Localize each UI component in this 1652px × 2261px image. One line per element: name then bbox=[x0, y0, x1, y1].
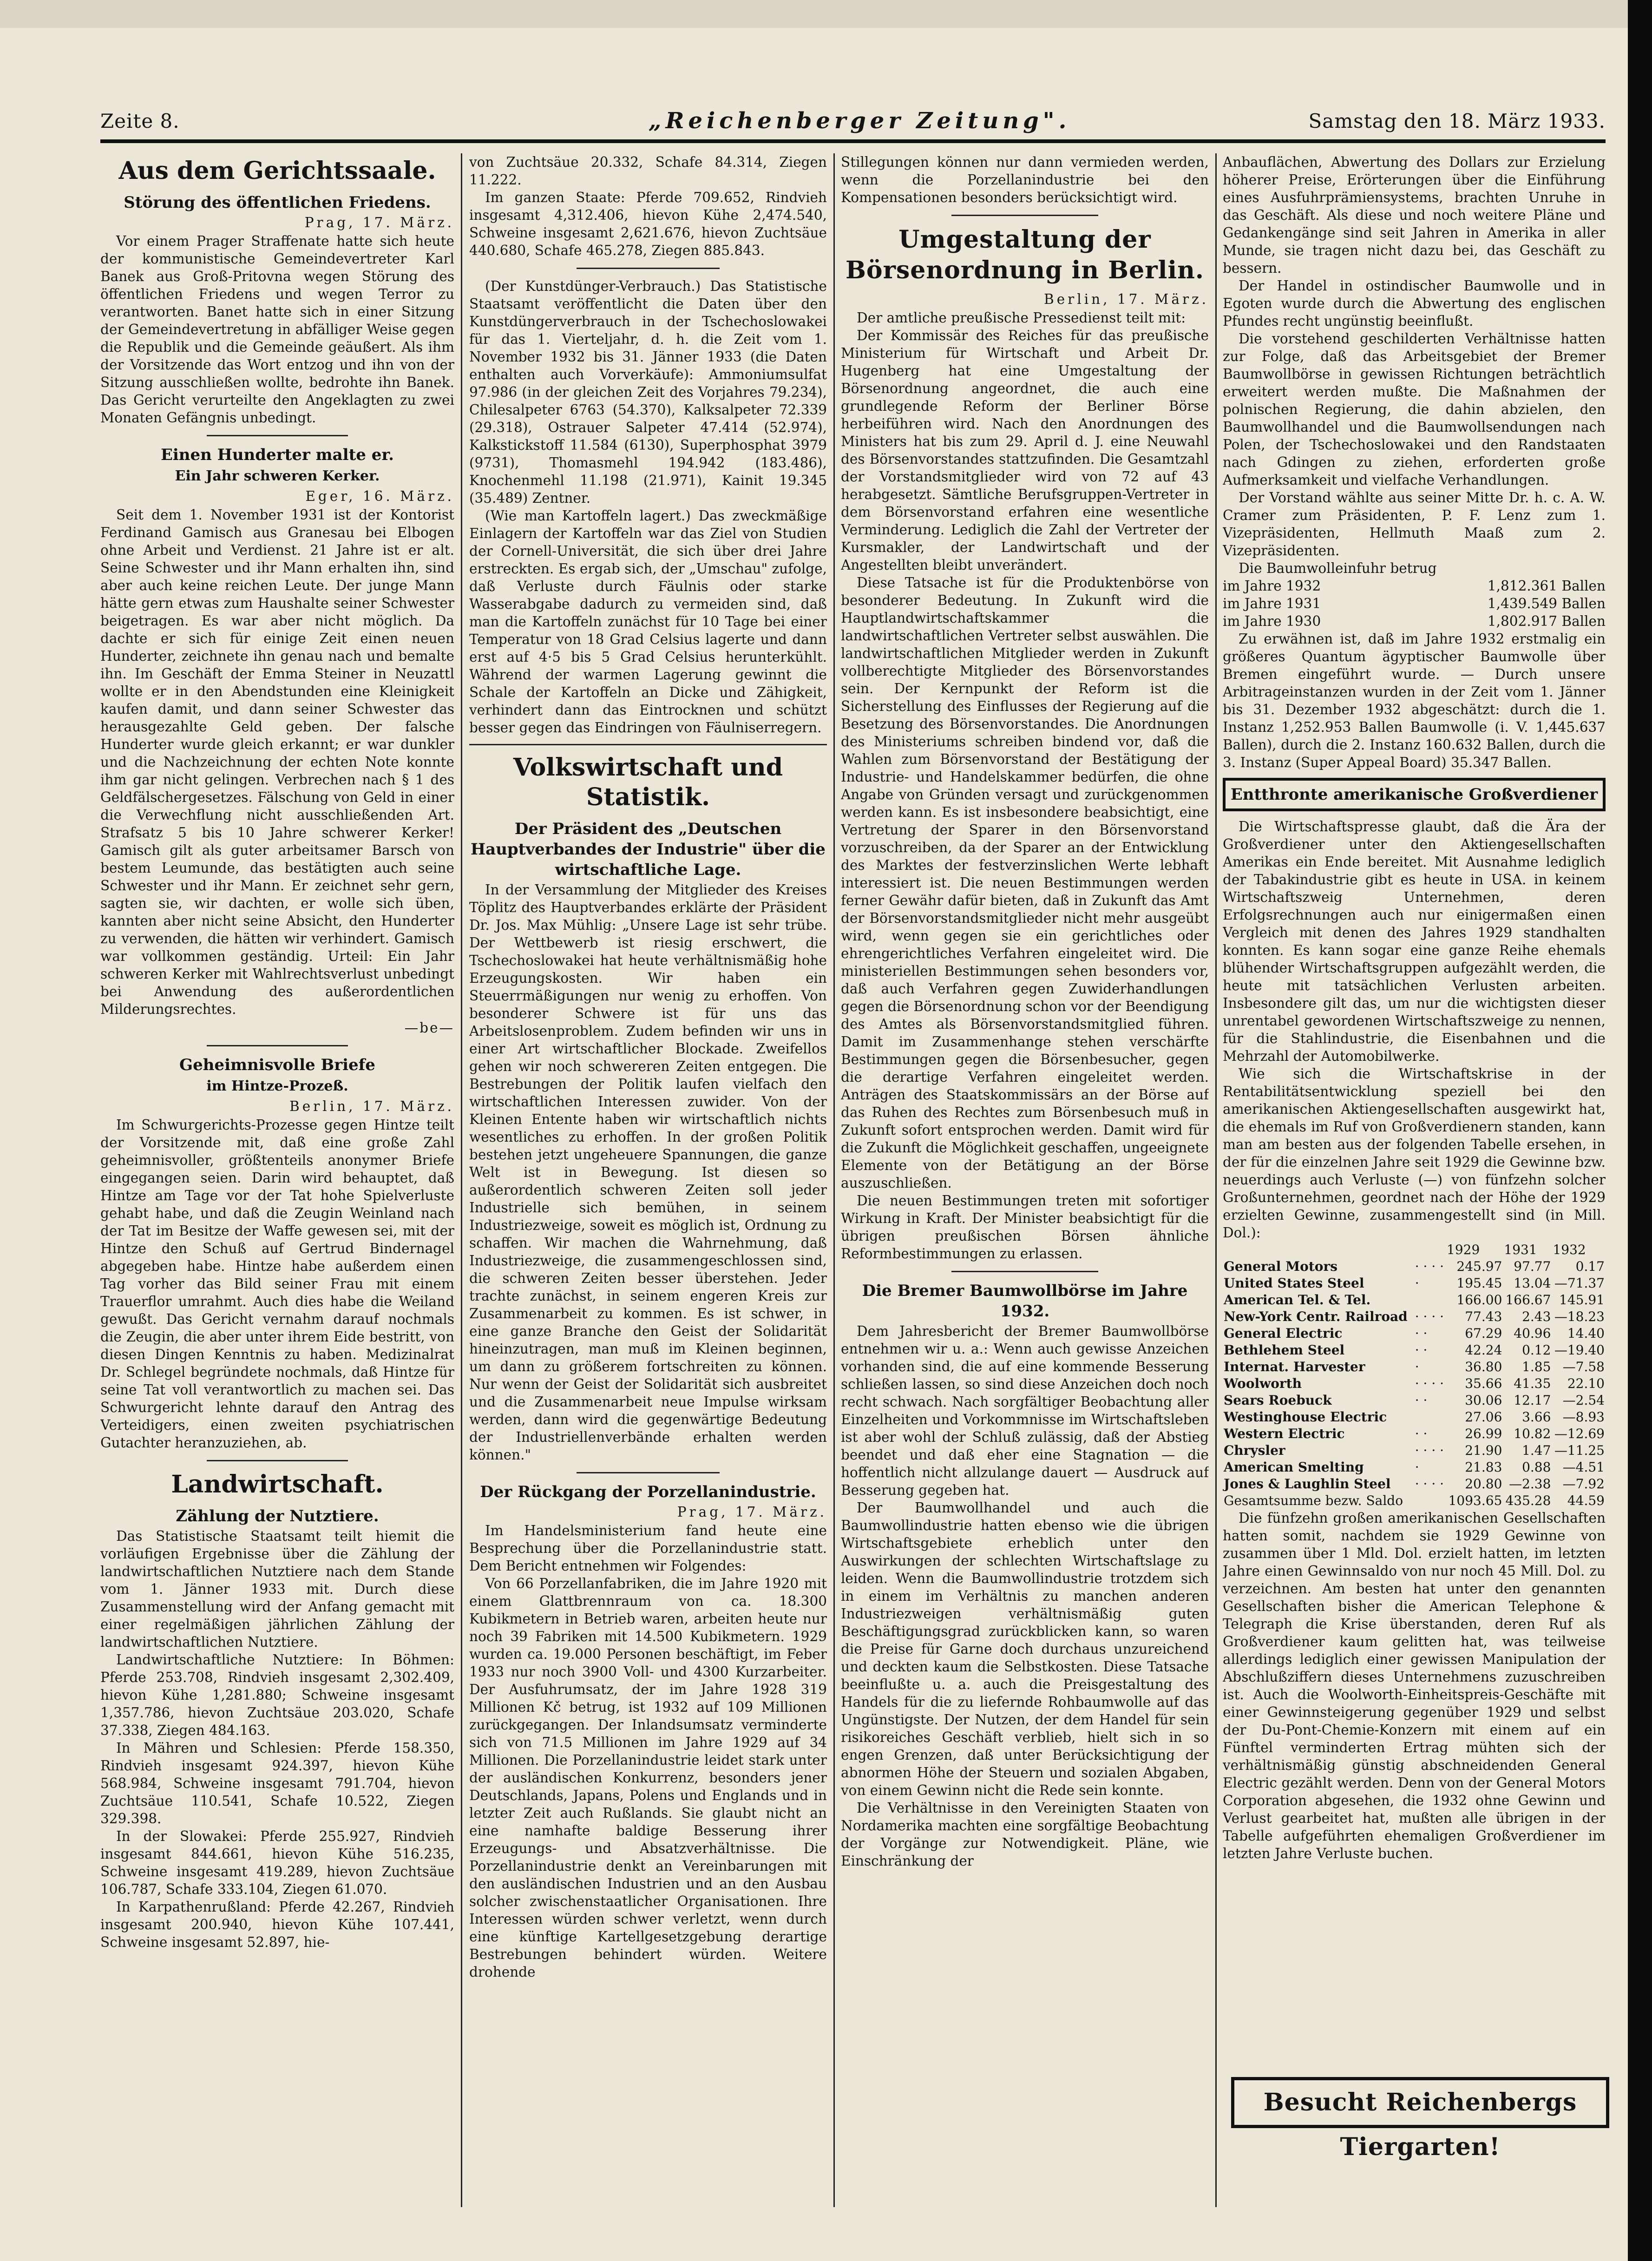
bale-count: 1,812.361 Ballen bbox=[1487, 578, 1606, 594]
issue-date: Samstag den 18. März 1933. bbox=[1308, 110, 1606, 132]
section-heading: Volkswirtschaft und Statistik. bbox=[513, 753, 783, 811]
article-title: Zählung der Nutztiere. bbox=[176, 1507, 379, 1525]
table-row bbox=[1223, 1426, 1606, 1442]
table-row bbox=[1223, 1292, 1606, 1308]
section-heading: Landwirtschaft. bbox=[171, 1470, 384, 1499]
value-1932: 14.40 bbox=[1567, 1326, 1605, 1341]
table-row bbox=[1223, 1459, 1606, 1476]
value-1929: 26.99 bbox=[1465, 1426, 1502, 1441]
article-body: In Mähren und Schlesien: Pferde 158.350, Rindvieh insgesamt 924.397, hievon Kühe 568.984, Schweine insgesamt 791.704, hievon Zuchtsäue 110.541, Schafe 10.522, Ziegen 329.398. bbox=[100, 1740, 454, 1827]
bale-count: 1,439.549 Ballen bbox=[1487, 596, 1606, 611]
article-body: Wie sich die Wirtschaftskrise in der Rentabilitätsentwicklung speziell bei den amerikanischen Aktiengesellschaften ausgewirkt hat, die ehemals im Ruf von Großverdienern standen, kann man am besten aus der folgenden Tabelle ersehen, in der für die einzelnen Jahre seit 1929 die Gewinne bzw. neuerdings auch Verluste (—) von fünfzehn solcher Großunternehmen, geordnet nach der Höhe der 1929 erzielten Gewinne, zusammengestellt sind (in Mill. Dol.): bbox=[1223, 1066, 1606, 1241]
scan-border bbox=[1628, 0, 1652, 2261]
value-1931: 0.12 bbox=[1522, 1342, 1551, 1358]
company-name: New-York Centr. Railroad bbox=[1224, 1309, 1408, 1324]
value-1929: 36.80 bbox=[1465, 1359, 1502, 1374]
leader-dots: · · bbox=[1415, 1393, 1428, 1408]
value-1931: 166.67 bbox=[1505, 1292, 1551, 1308]
table-header-row bbox=[1223, 1242, 1606, 1258]
value-1931: —2.38 bbox=[1509, 1476, 1551, 1492]
value-1932: —2.54 bbox=[1562, 1393, 1605, 1408]
article-body: In der Slowakei: Pferde 255.927, Rindvieh insgesamt 844.661, hievon Kühe 516.235, Schweine insgesamt 419.289, hievon Zuchtsäue 106.787, Schafe 333.104, Ziegen 61.070. bbox=[100, 1828, 454, 1897]
article-body: Die vorstehend geschilderten Verhältnisse hatten zur Folge, daß das Arbeitsgebiet der Bremer Baumwollbörse in gewissen Richtungen beträchtlich erweitert werden mußte. Die Maßnahmen der polnischen Regierung, die dahin abzielen, den Baumwollhandel und die Baumwollsendungen nach Polen, der Tschechoslowakei und den Randstaaten nach Gdingen zu ziehen, erforderten große Aufmerksamkeit und vielfache Verhandlungen. bbox=[1223, 331, 1606, 488]
article-body: Im Schwurgerichts-Prozesse gegen Hintze teilt der Vorsitzende mit, daß eine große Zahl geheimnisvoller, größtenteils anonymer Briefe eingegangen seien. Darin wird behauptet, daß Hintze am Tage vor der Tat hohe Spielverluste gehabt habe, und daß die Zeugin Weinland nach der Tat im Besitze der Waffe gewesen sei, mit der Hintze den Schuß auf Gertrud Bindernagel abgegeben habe. Hintze habe außerdem einen Tag vorher das Bild seiner Frau mit einem Trauerflor umrahmt. Auch dies habe die Weiland gewußt. Das Gericht vernahm darauf nochmals die Zeugin, die aber unter ihrem Eide bestritt, von diesen Dingen Kenntnis zu haben. Medizinalrat Dr. Schlegel begründete nochmals, daß Hintze für seine Tat voll verantwortlich zu machen sei. Das Schwurgericht lehnte darauf den Antrag des Verteidigers, einen zweiten psychiatrischen Gutachter heranzuziehen, ab. bbox=[100, 1117, 454, 1451]
divider bbox=[951, 1271, 1099, 1272]
table-row bbox=[1223, 1409, 1606, 1426]
column-separator bbox=[461, 153, 462, 2207]
divider bbox=[207, 1460, 348, 1461]
article-title: Umgestaltung der Börsenordnung in Berlin. bbox=[845, 225, 1205, 284]
article-body: Die Wirtschaftspresse glaubt, daß die Ära der Großverdiener unter den Aktiengesellschaften Amerikas ein Ende bereitet. Mit Ausnahme lediglich der Tabakindustrie gibt es heute in USA. in keinem Wirtschaftszweig Unternehmen, deren Erfolgsrechnungen auch nur einigermaßen einen Vergleich mit denen des Jahres 1929 standhalten konnten. Es kann sogar eine ganze Reihe ehemals blühender Wirtschaftsgruppen aufgezählt werden, die heute mit tatsächlichen Verlusten arbeiten. Insbesondere gilt das, um nur die wichtigsten dieser unrentabel gewordenen Wirtschaftszweige zu nennen, für die Stahlindustrie, die Eisenbahnen und die Mehrzahl der Automobilwerke. bbox=[1223, 819, 1606, 1064]
article-body: Zu erwähnen ist, daß im Jahre 1932 erstmalig ein größeres Quantum ägyptischer Baumwolle über Bremen eingeführt wurde. — Durch unsere Arbitrageinstanzen wurden in der Zeit vom 1. Jänner bis 31. Dezember 1932 abgeschätzt: durch die 1. Instanz 1,252.953 Ballen Baumwolle (i. V. 1,445.637 Ballen), durch die 2. Instanz 160.632 Ballen, durch die 3. Instanz (Super Appeal Board) 35.347 Ballen. bbox=[1223, 631, 1606, 770]
advertisement: Besucht Reichenbergs Tiergarten! bbox=[1231, 2077, 1609, 2128]
company-name: Chrysler bbox=[1224, 1443, 1285, 1458]
article-body: Die fünfzehn großen amerikanischen Gesellschaften hatten somit, nachdem sie 1929 Gewinne von zusammen über 1 Mld. Dol. erzielt hatten, im letzten Jahre einen Gewinnsaldo von nur noch 45 Mill. Dol. zu verzeichnen. Am besten hat unter den genannten Gesellschaften bisher die American Telephone & Telegraph die Krise überstanden, deren Ruf als Großverdiener kaum gelitten hat, was teilweise allerdings lediglich einer gewissen Manipulation der Abschlußziffern dieses Unternehmens zuzuschreiben ist. Auch die Woolworth-Einheitspreis-Geschäfte mit einer Gewinnsteigerung gegenüber 1929 und selbst der Du-Pont-Chemie-Konzern mit einem auf ein Fünftel verminderten Ertrag mühten sich der verhältnismäßig günstig abschneidenden General Electric gezählt werden. Denn von der General Motors Corporation abgesehen, die 1932 ohne Gewinn und Verlust gearbeitet hat, mußten alle übrigen in der Tabelle aufgeführten ehemaligen Großverdiener im letzten Jahre Verluste buchen. bbox=[1223, 1510, 1606, 1861]
table-row bbox=[1223, 1476, 1606, 1492]
article-body: Der amtliche preußische Pressedienst teilt mit: bbox=[857, 310, 1186, 326]
value-1932: —19.40 bbox=[1554, 1342, 1605, 1358]
value-1931: 97.77 bbox=[1514, 1259, 1551, 1274]
article-body: Stillegungen können nur dann vermieden werden, wenn die Porzellanindustrie bei den Kompensationen besonders berücksichtigt wird. bbox=[841, 154, 1209, 205]
value-1929: 21.83 bbox=[1465, 1459, 1502, 1475]
article-title: Entthronte amerikanische Großverdiener bbox=[1230, 785, 1598, 804]
company-name: United States Steel bbox=[1224, 1275, 1364, 1291]
article-body: von Zuchtsäue 20.332, Schafe 84.314, Ziegen 11.222. bbox=[469, 154, 827, 188]
value-1932: —71.37 bbox=[1554, 1275, 1605, 1291]
dateline: Berlin, 17. März. bbox=[289, 1098, 454, 1114]
value-1932: —18.23 bbox=[1554, 1309, 1605, 1324]
table-row bbox=[1223, 1342, 1606, 1359]
article-body: Die Verhältnisse in den Vereinigten Staaten von Nordamerika machten eine sorgfältige Beobachtung der Vorgänge zur Notwendigkeit. Pläne, wie Einschränkung der bbox=[841, 1800, 1209, 1869]
table-row bbox=[1223, 1258, 1606, 1275]
leader-dots: · · bbox=[1415, 1326, 1428, 1341]
leader-dots: · bbox=[1415, 1359, 1419, 1374]
table-row bbox=[1223, 1442, 1606, 1459]
leader-dots: · · · · bbox=[1415, 1259, 1444, 1274]
value-1929: 42.24 bbox=[1465, 1342, 1502, 1358]
value-1929: 195.45 bbox=[1456, 1275, 1502, 1291]
table-total-row bbox=[1223, 1492, 1606, 1509]
table-row bbox=[1223, 1308, 1606, 1325]
value-1932: 22.10 bbox=[1567, 1376, 1605, 1391]
table-row bbox=[1223, 1392, 1606, 1409]
value-1931: 3.66 bbox=[1522, 1409, 1551, 1425]
company-name: American Tel. & Tel. bbox=[1224, 1292, 1371, 1308]
article-body: Dem Jahresbericht der Bremer Baumwollbörse entnehmen wir u. a.: Wenn auch gewisse Anzeichen vorhanden sind, die auf eine kommende Besserung schließen lassen, so sind diese Anzeichen doch noch recht schwach. Nach sorgfältiger Beobachtung aller Einzelheiten und Vorkommnisse im Wirtschaftsleben ist aber wohl der Schluß zulässig, daß der Abstieg beendet und daß eher eine Stagnation — die hoffentlich nicht allzulange dauert — Ausdruck auf Besserung gegeben hat. bbox=[841, 1323, 1209, 1498]
leader-dots: · · · · bbox=[1415, 1309, 1444, 1324]
column-2 bbox=[469, 153, 827, 2198]
dateline: Prag, 17. März. bbox=[677, 1504, 827, 1520]
article-body: Im Handelsministerium fand heute eine Besprechung über die Porzellanindustrie statt. Dem Bericht entnehmen wir Folgendes: bbox=[469, 1523, 827, 1574]
article-body: Die neuen Bestimmungen treten mit sofortiger Wirkung in Kraft. Der Minister beabsichtigt für die übrigen preußischen Börsen ähnliche Reformbestimmungen zu erlassen. bbox=[841, 1193, 1209, 1262]
company-name: American Smelting bbox=[1224, 1459, 1364, 1475]
scan-edge bbox=[0, 0, 1652, 28]
article-body: Von 66 Porzellanfabriken, die im Jahre 1920 mit einem Glattbrennraum von ca. 18.300 Kubikmetern in Betrieb waren, arbeiten heute nur noch 39 Fabriken mit 14.500 Kubikmetern. 1929 wurden ca. 19.000 Personen beschäftigt, im Feber 1933 nur noch 3900 Voll- und 4300 Kurzarbeiter. Der Ausfuhrumsatz, der im Jahre 1928 319 Millionen Kč betrug, ist 1932 auf 109 Millionen zurückgegangen. Der Inlandsumsatz verminderte sich von 71.5 Millionen im Jahre 1929 auf 34 Millionen. Die Porzellanindustrie leidet stark unter der ausländischen Konkurrenz, besonders jener Deutschlands, Japans, Polens und Englands und in letzter Zeit auch Rußlands. Sie glaubt nicht an eine namhafte baldige Besserung ihrer Erzeugungs- und Absatzverhältnisse. Die Porzellanindustrie denkt an Vereinbarungen mit den ausländischen Industrien und an den Ausbau solcher zwischenstaatlicher Organisationen. Ihre Interessen würden schwer verletzt, wenn durch eine künftige Kartellgesetzgebung derartige Bestrebungen behindert würden. Weitere drohende bbox=[469, 1576, 827, 1980]
divider bbox=[577, 268, 720, 269]
table-header bbox=[1414, 1242, 1446, 1258]
column-1 bbox=[100, 153, 454, 2198]
company-name: General Motors bbox=[1224, 1259, 1337, 1274]
divider bbox=[207, 435, 348, 436]
table-row bbox=[1223, 1275, 1606, 1292]
total-value: 44.59 bbox=[1567, 1493, 1605, 1508]
divider bbox=[951, 215, 1099, 216]
table-row bbox=[1223, 1375, 1606, 1392]
value-1931: 10.82 bbox=[1514, 1426, 1551, 1441]
leader-dots: · · · · bbox=[1415, 1443, 1444, 1458]
leader-dots: · · bbox=[1415, 1342, 1428, 1358]
value-1931: 13.04 bbox=[1514, 1275, 1551, 1291]
table-row bbox=[1223, 577, 1606, 595]
column-separator bbox=[833, 153, 835, 2207]
article-title: Die Bremer Baumwollbörse im Jahre 1932. bbox=[862, 1282, 1188, 1321]
company-name: Bethlehem Steel bbox=[1224, 1342, 1345, 1358]
value-1929: 30.06 bbox=[1465, 1393, 1502, 1408]
value-1929: 245.97 bbox=[1456, 1259, 1502, 1274]
year-label: im Jahre 1932 bbox=[1223, 578, 1321, 594]
leader-dots: · · · · bbox=[1415, 1476, 1444, 1492]
article-body: Der Handel in ostindischer Baumwolle und in Egoten wurde durch die Abwertung des englischen Pfundes recht ungünstig beeinflußt. bbox=[1223, 278, 1606, 329]
cotton-import-table bbox=[1223, 577, 1606, 630]
divider bbox=[577, 1472, 720, 1473]
author-signature: —be— bbox=[404, 1020, 454, 1036]
article-body: (Wie man Kartoffeln lagert.) Das zweckmäßige Einlagern der Kartoffeln war das Ziel von Studien der Cornell-Universität, die sich über drei Jahre erstreckten. Es ergab sich, der „Umschau" zufolge, daß Verluste durch Fäulnis oder starke Wasserabgabe dadurch zu vermeiden sind, daß man die Kartoffeln zunächst für 10 Tage bei einer Temperatur von 18 Grad Celsius lagerte und dann erst auf 4·5 bis 5 Grad Celsius herunterkühlt. Während der warmen Lagerung gewinnt die Schale der Kartoffeln an Dicke und Zähigkeit, verhindert dann das Eintrocknen und schützt besser gegen das Eindringen von Fäulniserregern. bbox=[469, 508, 827, 736]
column-separator bbox=[1215, 153, 1217, 2207]
leader-dots bbox=[1414, 1409, 1446, 1426]
value-1932: —4.51 bbox=[1562, 1459, 1605, 1475]
value-1932: 0.17 bbox=[1575, 1259, 1605, 1274]
table-row bbox=[1223, 595, 1606, 612]
table-row bbox=[1223, 1325, 1606, 1342]
dateline: Eger, 16. März. bbox=[305, 488, 454, 504]
company-name: Internat. Harvester bbox=[1224, 1359, 1365, 1374]
article-body: Im ganzen Staate: Pferde 709.652, Rindvieh insgesamt 4,312.406, hievon Kühe 2,474.540, Schweine insgesamt 2,621.676, hievon Zuchtsäue 440.680, Schafe 465.278, Ziegen 885.843. bbox=[469, 190, 827, 258]
company-name: Sears Roebuck bbox=[1224, 1393, 1332, 1408]
year-label: im Jahre 1930 bbox=[1223, 613, 1321, 629]
profits-table bbox=[1223, 1242, 1606, 1509]
year-label: im Jahre 1931 bbox=[1223, 596, 1321, 611]
company-name: Westinghouse Electric bbox=[1224, 1409, 1387, 1425]
article-title: Der Rückgang der Porzellanindustrie. bbox=[480, 1483, 816, 1501]
article-body: Anbauflächen, Abwertung des Dollars zur Erzielung höherer Preise, Erörterungen über die Einführung eines Ausfuhrprämiensystems, brachten Unruhe in das Geschäft. Als diese und noch weitere Pläne und Gedankengänge sind seit Jahren in Amerika in aller Munde, sie tragen nicht dazu bei, das Geschäft zu bessern. bbox=[1223, 154, 1606, 276]
table-row bbox=[1223, 1359, 1606, 1375]
value-1932: —7.58 bbox=[1562, 1359, 1605, 1374]
article-subtitle: Ein Jahr schweren Kerker. bbox=[175, 468, 380, 484]
leader-dots: · bbox=[1415, 1275, 1419, 1291]
section-heading: Aus dem Gerichtssaale. bbox=[118, 157, 436, 185]
value-1932: 145.91 bbox=[1559, 1292, 1605, 1308]
value-1931: 1.47 bbox=[1522, 1443, 1551, 1458]
article-subtitle: im Hintze-Prozeß. bbox=[206, 1078, 348, 1094]
company-name: Jones & Laughlin Steel bbox=[1224, 1476, 1391, 1492]
article-box bbox=[1223, 778, 1606, 811]
total-value: 1093.65 bbox=[1448, 1493, 1502, 1508]
value-1929: 67.29 bbox=[1465, 1326, 1502, 1341]
company-name: General Electric bbox=[1224, 1326, 1343, 1341]
article-body: Der Kommissär des Reiches für das preußische Ministerium für Wirtschaft und Arbeit Dr. Hugenberg hat eine Umgestaltung der Börsenordnung angeordnet, die auch eine grundlegende Reform der Berliner Börse herbeiführen wird. Nach den Anordnungen des Ministers hat bis zum 29. April d. J. eine Neuwahl des Börsenvorstandes stattzufinden. Die Gesamtzahl der Vorstandsmitglieder wird von 72 auf 43 herabgesetzt. Sämtliche Berufsgruppen-Vertreter in dem Börsenvorstand erfahren eine wesentliche Verminderung. Lediglich die Zahl der Vertreter der Kursmakler, der Landwirtschaft und der Angestellten bleibt unverändert. bbox=[841, 328, 1209, 573]
total-label: Gesamtsumme bezw. Saldo bbox=[1224, 1493, 1403, 1508]
column-3 bbox=[841, 153, 1209, 2198]
table-header bbox=[1223, 1242, 1414, 1258]
masthead: „Reichenberger Zeitung". bbox=[649, 108, 1071, 134]
leader-dots bbox=[1414, 1292, 1446, 1308]
company-name: Woolworth bbox=[1224, 1376, 1302, 1391]
value-1931: 2.43 bbox=[1522, 1309, 1551, 1324]
value-1929: 166.00 bbox=[1456, 1292, 1502, 1308]
value-1931: 12.17 bbox=[1514, 1393, 1551, 1408]
column-4 bbox=[1223, 153, 1606, 2198]
year-header: 1931 bbox=[1504, 1242, 1537, 1257]
company-name: Western Electric bbox=[1224, 1426, 1345, 1441]
value-1929: 20.80 bbox=[1465, 1476, 1502, 1492]
value-1929: 77.43 bbox=[1465, 1309, 1502, 1324]
page-number: Zeite 8. bbox=[100, 110, 180, 132]
article-title: Einen Hunderter malte er. bbox=[160, 446, 394, 464]
bale-count: 1,802.917 Ballen bbox=[1487, 613, 1606, 629]
leader-dots: · · · · bbox=[1415, 1376, 1444, 1391]
table-row bbox=[1223, 612, 1606, 630]
value-1931: 1.85 bbox=[1522, 1359, 1551, 1374]
article-body: Seit dem 1. November 1931 ist der Kontorist Ferdinand Gamisch aus Granesau bei Elbogen ohne Arbeit und Verdienst. 21 Jahre ist er alt. Seine Schwester und ihr Mann erhalten ihn, sind aber auch keine reichen Leute. Der junge Mann hätte gern etwas zum Haushalte seiner Schwester beigetragen. Es war aber nicht möglich. Da dachte er sich für einige Zeit einen neuen Hunderter, zeichnete ihn genau nach und bemalte ihn. Im Geschäft der Emma Steiner in Neuzattl wollte er in den Abendstunden eine Kleinigkeit kaufen damit, und dann seiner Schwester das herausgezahlte Geld geben. Der falsche Hunderter wurde gleich erkannt; er war dunkler und die Nachzeichnung der echten Note konnte ihm gar nicht gelingen. Verbrechen nach § 1 des Geldfälschergesetzes. Fälschung von Geld in einer die Verwechflung nicht ausschließenden Art. Strafsatz 5 bis 10 Jahre schwerer Kerker! Gamisch gilt als guter arbeitsamer Barsch von bestem Leumunde, das bestätigten auch seine Schwester und ihr Mann. Er zeichnet sehr gern, sagten sie, wir dachten, er wolle sich üben, kannten aber nicht seine Absicht, den Hunderter zu verwenden, die hätten wir verhindert. Gamisch war vollkommen geständig. Urteil: Ein Jahr schweren Kerker mit Wahlrechtsverlust unbedingt bei Anwendung des außerordentlichen Milderungsrechtes. bbox=[100, 507, 454, 1017]
page-header bbox=[100, 110, 1606, 138]
total-value: 435.28 bbox=[1505, 1493, 1551, 1508]
value-1929: 21.90 bbox=[1465, 1443, 1502, 1458]
article-title: Störung des öffentlichen Friedens. bbox=[124, 193, 431, 212]
value-1929: 35.66 bbox=[1465, 1376, 1502, 1391]
article-body: Diese Tatsache ist für die Produktenbörse von besonderer Bedeutung. In Zukunft wird die Hauptlandwirtschaftskammer die landwirtschaftlichen Vertreter selbst auswählen. Die landwirtschaftlichen Mitglieder werden in Zukunft vollberechtigte Mitglieder des Börsenvorstandes sein. Der Kernpunkt der Reform ist die Sicherstellung des Einflusses der Regierung auf die Besetzung des Börsenvorstandes. Die Anordnungen des Ministeriums schreiben bindend vor, daß die Wahlen zum Börsenvorstand der Bestätigung der Industrie- und Handelskammer bedürfen, die ohne Angabe von Gründen versagt und zurückgenommen werden kann. Es ist insbesondere beabsichtigt, eine Vertretung der Sparer in den Börsenvorstand vorzuschreiben, da der Sparer an der Entwicklung des Marktes der festverzinslichen Werte lebhaft interessiert ist. Die neuen Bestimmungen werden ferner Gewähr dafür bieten, daß in Zukunft das Amt der Börsenvorstandsmitglieder nicht mehr ausgeübt wird, wenn gegen sie ein gerichtliches oder ehrengerichtliches Verfahren eingeleitet wird. Die ministeriellen Bestimmungen sehen besonders vor, daß auch Verfahren gegen Zuwiderhandlungen gegen die Börsenordnung schon vor der Beendigung des Amtes als Börsenvorstandsmitglied führen. Damit im Zusammenhange stehen verschärfte Bestimmungen gegen die Börsenbesucher, gegen die derartige Verfahren eingeleitet werden. Anträgen des Staatskommissärs an der Börse auf das Ruhen des Rechtes zum Börsenbesuch muß in Zukunft sofort entsprochen werden. Damit wird für die Zukunft die Möglichkeit geschaffen, ungeeignete Elemente von der Betätigung an der Börse auszuschließen. bbox=[841, 575, 1209, 1191]
article-body: In Karpathenrußland: Pferde 42.267, Rindvieh insgesamt 200.940, hievon Kühe 107.441, Schweine insgesamt 52.897, hie- bbox=[100, 1899, 454, 1950]
divider bbox=[469, 744, 827, 745]
article-body: Die Baumwolleinfuhr betrug bbox=[1239, 560, 1437, 576]
value-1931: 40.96 bbox=[1514, 1326, 1551, 1341]
value-1931: 41.35 bbox=[1514, 1376, 1551, 1391]
value-1932: —8.93 bbox=[1562, 1409, 1605, 1425]
leader-dots: · bbox=[1415, 1459, 1419, 1475]
article-body: Vor einem Prager Straffenate hatte sich heute der kommunistische Gemeindevertreter Karl Banek aus Groß-Pritovna wegen Störung des öffentlichen Friedens und wegen Terror zu verantworten. Banet hatte sich in einer Sitzung der Gemeindevertretung in abfälliger Weise gegen die Republik und die Gemeinde geäußert. Als ihm der Vorsitzende das Wort entzog und ihn von der Sitzung ausschließen wollte, bedrohte ihn Banek. Das Gericht verurteilte den Angeklagten zu zwei Monaten Gefängnis unbedingt. bbox=[100, 233, 454, 426]
dateline: Prag, 17. März. bbox=[304, 215, 454, 230]
value-1929: 27.06 bbox=[1465, 1409, 1502, 1425]
article-body: Der Vorstand wählte aus seiner Mitte Dr. h. c. A. W. Cramer zum Präsidenten, P. F. Lenz zum 1. Vizepräsidenten, Hellmuth Maaß zum 2. Vizepräsidenten. bbox=[1223, 490, 1606, 559]
article-body: (Der Kunstdünger-Verbrauch.) Das Statistische Staatsamt veröffentlicht die Daten über den Kunstdüngerverbrauch in der Tschechoslowakei für das 1. Vierteljahr, d. h. die Zeit vom 1. November 1932 bis 31. Jänner 1933 (die Daten enthalten auch Vorverkäufe): Ammoniumsulfat 97.986 (in der gleichen Zeit des Vorjahres 79.234), Chilesalpeter 6763 (54.370), Kalksalpeter 72.339 (29.318), Ostrauer Salpeter 47.414 (52.974), Kalkstickstoff 11.584 (6130), Superphosphat 3979 (9731), Thomasmehl 194.942 (183.486), Knochenmehl 11.198 (21.971), Kainit 19.345 (35.489) Zentner. bbox=[469, 278, 827, 506]
header-rule bbox=[100, 139, 1606, 143]
dateline: Berlin, 17. März. bbox=[1044, 291, 1209, 307]
year-header: 1932 bbox=[1553, 1242, 1586, 1257]
year-header: 1929 bbox=[1447, 1242, 1480, 1257]
value-1932: —7.92 bbox=[1562, 1476, 1605, 1492]
article-body: Das Statistische Staatsamt teilt hiemit die vorläufigen Ergebnisse über die Zählung der landwirtschaftlichen Nutztiere nach dem Stande vom 1. Jänner 1933 mit. Durch diese Zusammenstellung wird der Anfang gemacht mit einer regelmäßigen jährlichen Zählung der landwirtschaftlichen Nutztiere. bbox=[100, 1528, 454, 1650]
article-title: Geheimnisvolle Briefe bbox=[179, 1056, 375, 1074]
value-1932: —11.25 bbox=[1554, 1443, 1605, 1458]
divider bbox=[207, 1045, 348, 1046]
article-body: In der Versammlung der Mitglieder des Kreises Töplitz des Hauptverbandes erklärte der Präsident Dr. Jos. Max Mühlig: „Unsere Lage ist sehr trübe. Der Wettbewerb ist riesig erschwert, die Tschechoslowakei hat heute verhältnismäßig hohe Erzeugungskosten. Wir haben ein Steuerrmäßigungen nur wenig zu erhoffen. Von besonderer Schwere ist für uns das Arbeitslosenproblem. Zudem befinden wir uns in einer Art wirtschaftlicher Blockade. Zweifellos gehen wir noch schwereren Zeiten entgegen. Die Bestrebungen der Politik laufen vielfach den wirtschaftlichen Interessen zuwider. Von der Kleinen Entente haben wir wirtschaftlich nichts wesentliches zu erhoffen. In der großen Politik bestehen jetzt ungeheuere Spannungen, die ganze Welt ist in Bewegung. Ist diesen so außerordentlich schweren Zeiten soll jeder Industrielle sich bemühen, in seinem Industriezweige, soweit es möglich ist, Ordnung zu schaffen. Wir machen die Wahrnehmung, daß Industriezweige, die zusammengeschlossen sind, die schweren Zeiten besser überstehen. Jeder trachte zunächst, in seinem engeren Kreis zur Zusammenarbeit zu kommen. Es ist schwer, in eine ganze Branche den Geist der Solidarität hineinzutragen, man muß im Kleinen beginnen, um dann zu größerem fortschreiten zu können. Nur wenn der Geist der Solidarität sich ausbreitet und die Zusammenarbeit neue Impulse wirksam werden, dann wird die gegenwärtige Bedeutung der Industriellenverbände erhalten werden können." bbox=[469, 882, 827, 1463]
article-body: Der Baumwollhandel und auch die Baumwollindustrie hatten ebenso wie die übrigen Wirtschaftsgebiete erheblich unter den Auswirkungen der schlechten Wirtschaftslage zu leiden. Wenn die Baumwollindustrie trotzdem sich in einem im Verhältnis zu manchen anderen Industriezweigen verhältnismäßig guten Beschäftigungsgrad zurückblicken kann, so waren die Preise für Garne doch durchaus unzureichend und deckten kaum die Selbstkosten. Diese Tatsache beeinflußte u. a. auch die Preisgestaltung des Handels für die zu liefernde Rohbaumwolle auf das Ungünstigste. Der Nutzen, der dem Handel für sein risikoreiches Geschäft verblieb, hielt sich in so engen Grenzen, daß unter Berücksichtigung der abnormen Höhe der Steuern und sozialen Abgaben, von einem Gewinn nicht die Rede sein konnte. bbox=[841, 1500, 1209, 1798]
article-body: Landwirtschaftliche Nutztiere: In Böhmen: Pferde 253.708, Rindvieh insgesamt 2,302.409, hievon Kühe 1,281.880; Schweine insgesamt 1,357.786, hievon Zuchtsäue 203.020, Schafe 37.338, Ziegen 484.163. bbox=[100, 1652, 454, 1738]
value-1931: 0.88 bbox=[1522, 1459, 1551, 1475]
leader-dots: · · bbox=[1415, 1426, 1428, 1441]
value-1932: —12.69 bbox=[1554, 1426, 1605, 1441]
article-title: Der Präsident des „Deutschen Hauptverbandes der Industrie" über die wirtschaftliche Lage. bbox=[471, 820, 826, 879]
